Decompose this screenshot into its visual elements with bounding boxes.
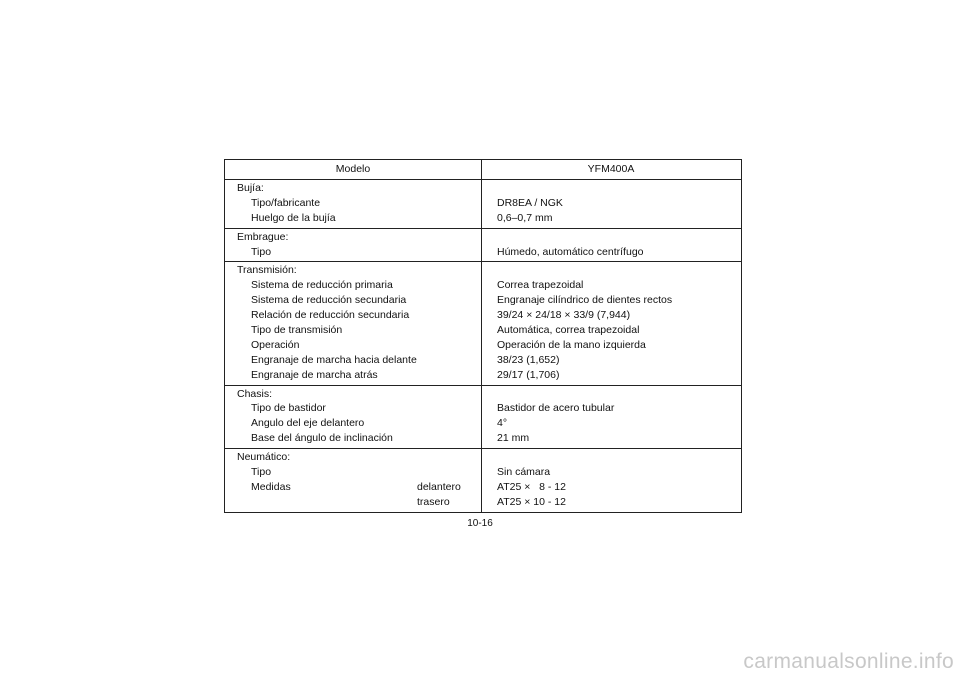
category-label: Chasis: bbox=[237, 387, 273, 400]
spec-label: Tipo de bastidor bbox=[251, 402, 326, 415]
category-label: Bujía: bbox=[237, 182, 264, 194]
spec-value: Correa trapezoidal bbox=[497, 279, 584, 292]
category-row bbox=[225, 387, 741, 402]
spec-value: Bastidor de acero tubular bbox=[497, 402, 615, 415]
category-row bbox=[225, 230, 741, 245]
spec-value: AT25 × 8 - 12 bbox=[497, 480, 566, 493]
spec-label: Engranaje de marcha atrás bbox=[251, 368, 378, 381]
spec-label: Medidas bbox=[251, 480, 291, 493]
table-row bbox=[225, 278, 741, 293]
spec-value: 39/24 × 24/18 × 33/9 (7,944) bbox=[497, 309, 631, 322]
category-row bbox=[225, 263, 741, 278]
table-row bbox=[225, 196, 741, 211]
spec-value: 21 mm bbox=[497, 432, 530, 445]
table-row bbox=[225, 465, 741, 480]
table-row bbox=[225, 431, 741, 446]
spec-label: Base del ángulo de inclinación bbox=[251, 432, 393, 445]
spec-label: Angulo del eje delantero bbox=[251, 417, 365, 430]
spec-group bbox=[225, 229, 741, 263]
spec-value: 0,6–0,7 mm bbox=[497, 211, 553, 224]
spec-value: 4° bbox=[497, 417, 508, 430]
spec-table bbox=[224, 159, 742, 513]
watermark: carmanualsonline.info bbox=[743, 650, 954, 673]
spec-group bbox=[225, 180, 741, 229]
table-row bbox=[225, 308, 741, 323]
table-row bbox=[225, 211, 741, 226]
category-row bbox=[225, 181, 741, 196]
spec-group bbox=[225, 449, 741, 512]
spec-value: Engranaje cilíndrico de dientes rectos bbox=[497, 294, 673, 307]
spec-sublabel: delantero bbox=[417, 480, 461, 493]
category-label: Embrague: bbox=[237, 230, 289, 243]
spec-sublabel: trasero bbox=[417, 495, 450, 508]
table-row bbox=[225, 480, 741, 495]
spec-value: Sin cámara bbox=[497, 466, 551, 479]
header-model-value: YFM400A bbox=[587, 163, 635, 175]
spec-value: 29/17 (1,706) bbox=[497, 368, 560, 381]
spec-label: Tipo bbox=[251, 245, 272, 258]
category-row bbox=[225, 450, 741, 465]
spec-label: Relación de reducción secundaria bbox=[251, 309, 410, 322]
spec-value: Operación de la mano izquierda bbox=[497, 338, 646, 351]
table-row bbox=[225, 353, 741, 368]
category-label: Transmisión: bbox=[237, 264, 297, 277]
spec-label: Operación bbox=[251, 338, 300, 351]
spec-value: 38/23 (1,652) bbox=[497, 353, 560, 366]
page-number: 10-16 bbox=[467, 518, 493, 529]
spec-group bbox=[225, 386, 741, 450]
table-header-row bbox=[225, 160, 741, 180]
table-row bbox=[225, 416, 741, 431]
spec-groups bbox=[225, 180, 741, 512]
table-row bbox=[225, 293, 741, 308]
table-row bbox=[225, 323, 741, 338]
table-row bbox=[225, 401, 741, 416]
spec-label: Engranaje de marcha hacia delante bbox=[251, 353, 417, 366]
spec-value: AT25 × 10 - 12 bbox=[497, 495, 566, 508]
spec-value: Automática, correa trapezoidal bbox=[497, 324, 640, 337]
header-model-label: Modelo bbox=[335, 163, 371, 175]
spec-value: DR8EA / NGK bbox=[497, 196, 563, 209]
spec-label: Tipo/fabricante bbox=[251, 196, 321, 209]
spec-label: Tipo de transmisión bbox=[251, 324, 343, 337]
spec-label: Sistema de reducción secundaria bbox=[251, 294, 407, 307]
spec-value: Húmedo, automático centrífugo bbox=[497, 245, 644, 258]
spec-label: Huelgo de la bujía bbox=[251, 211, 336, 224]
spec-label: Tipo bbox=[251, 466, 272, 479]
table-row bbox=[225, 368, 741, 383]
table-row bbox=[225, 245, 741, 260]
table-row bbox=[225, 338, 741, 353]
table-row bbox=[225, 495, 741, 510]
spec-label: Sistema de reducción primaria bbox=[251, 279, 393, 292]
category-label: Neumático: bbox=[237, 451, 291, 464]
spec-group bbox=[225, 262, 741, 385]
